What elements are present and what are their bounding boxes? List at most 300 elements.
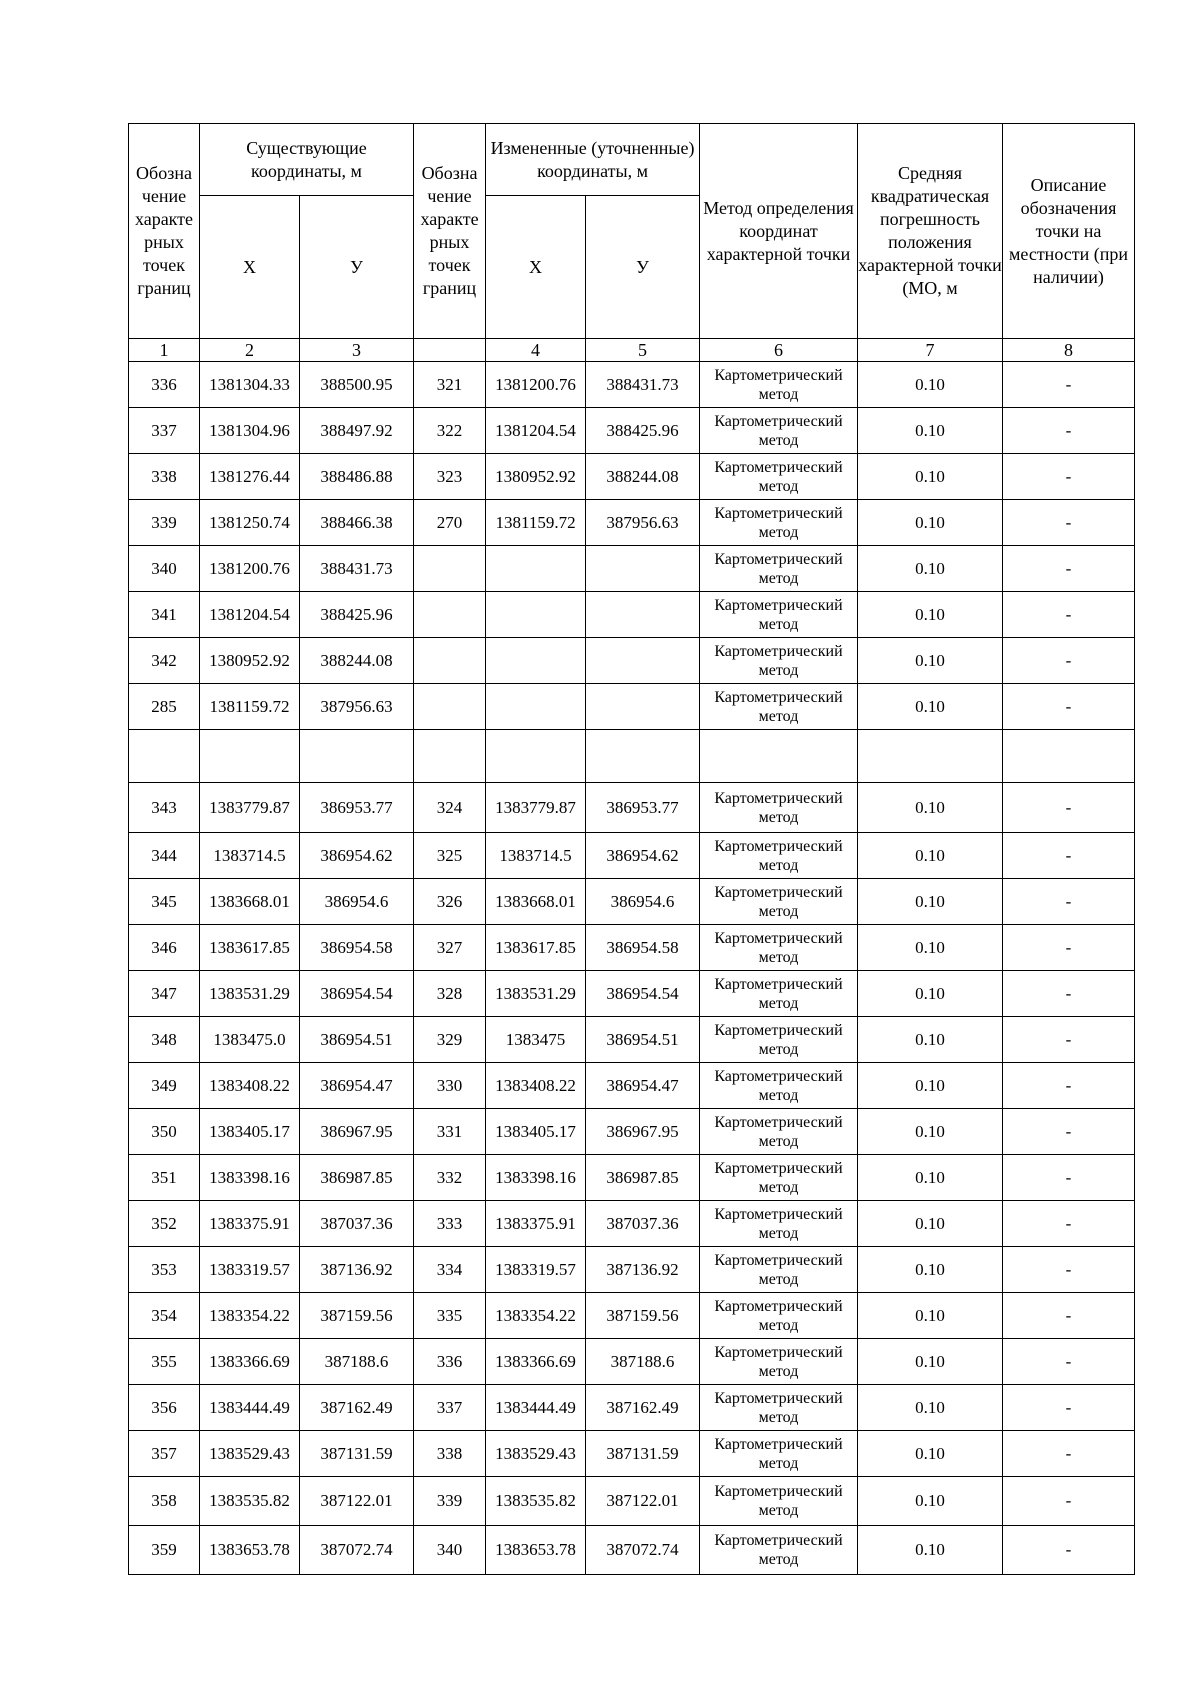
cell-x-changed [486,638,586,684]
cell-error: 0.10 [858,1526,1003,1575]
cell-y: 388497.92 [300,408,414,454]
cell-x-changed: 1383405.17 [486,1109,586,1155]
cell-y: 387188.6 [300,1339,414,1385]
cell-y-changed: 386954.51 [586,1017,700,1063]
cell-point: 340 [129,546,200,592]
cell-y: 388431.73 [300,546,414,592]
cell-error: 0.10 [858,833,1003,879]
cell-x-changed [486,546,586,592]
cell-description: - [1003,408,1135,454]
cell-method [700,1063,858,1109]
method-line-2: метод [758,1362,799,1380]
cell-point: 337 [129,408,200,454]
method-line-2: метод [758,856,799,874]
cell-error: 0.10 [858,684,1003,730]
cell-point-changed [414,684,486,730]
cell-x: 1381200.76 [200,546,300,592]
column-number: 6 [700,339,858,362]
coordinates-table [128,123,1135,1575]
cell-description: - [1003,879,1135,925]
cell-method [700,833,858,879]
method-line-1: Картометрический [714,1159,843,1177]
column-number: 8 [1003,339,1135,362]
cell-y [300,730,414,783]
method-line-2: метод [758,948,799,966]
cell-error: 0.10 [858,1063,1003,1109]
column-number: 3 [300,339,414,362]
cell-method [700,1526,858,1575]
cell-x: 1381250.74 [200,500,300,546]
cell-x-changed [486,592,586,638]
method-line-2: метод [758,431,799,449]
cell-y-changed: 387072.74 [586,1526,700,1575]
cell-x: 1383714.5 [200,833,300,879]
cell-point-changed: 334 [414,1247,486,1293]
cell-point-changed [414,546,486,592]
cell-error: 0.10 [858,1109,1003,1155]
table-row [129,408,1135,454]
method-line-2: метод [758,808,799,826]
cell-y: 388486.88 [300,454,414,500]
cell-point: 343 [129,783,200,833]
method-line-1: Картометрический [714,1532,843,1549]
table-row [129,454,1135,500]
header-point-designation-changed: Обозна чение характе рных точек границ [414,124,486,339]
cell-point: 345 [129,879,200,925]
cell-method [700,1385,858,1431]
cell-y-changed: 387188.6 [586,1339,700,1385]
cell-description: - [1003,638,1135,684]
cell-x: 1383375.91 [200,1201,300,1247]
cell-y: 386954.51 [300,1017,414,1063]
cell-method [700,1109,858,1155]
cell-method [700,1293,858,1339]
table-row [129,1477,1135,1526]
cell-y-changed: 386954.62 [586,833,700,879]
method-line-2: метод [758,1086,799,1104]
cell-x-changed: 1383408.22 [486,1063,586,1109]
cell-x: 1383668.01 [200,879,300,925]
cell-point-changed: 339 [414,1477,486,1526]
cell-point: 341 [129,592,200,638]
cell-description: - [1003,1155,1135,1201]
cell-x-changed: 1383653.78 [486,1526,586,1575]
cell-x: 1383617.85 [200,925,300,971]
cell-y: 387131.59 [300,1431,414,1477]
cell-x-changed: 1381159.72 [486,500,586,546]
method-line-2: метод [758,477,799,495]
cell-method [700,925,858,971]
cell-y-changed [586,546,700,592]
cell-method [700,1431,858,1477]
method-line-1: Картометрический [714,975,843,993]
cell-error: 0.10 [858,1477,1003,1526]
cell-point: 353 [129,1247,200,1293]
cell-y: 386967.95 [300,1109,414,1155]
cell-error: 0.10 [858,971,1003,1017]
table-row [129,730,1135,783]
table-row [129,592,1135,638]
method-line-1: Картометрический [714,412,843,430]
cell-point-changed: 335 [414,1293,486,1339]
cell-x-changed: 1381204.54 [486,408,586,454]
method-line-2: метод [758,1224,799,1242]
cell-x: 1383405.17 [200,1109,300,1155]
cell-x: 1381304.96 [200,408,300,454]
method-line-1: Картометрический [714,883,843,901]
table-row [129,879,1135,925]
method-line-1: Картометрический [714,458,843,476]
cell-description: - [1003,1526,1135,1575]
cell-x: 1383408.22 [200,1063,300,1109]
table-row [129,638,1135,684]
cell-point: 342 [129,638,200,684]
cell-point-changed: 270 [414,500,486,546]
table-row [129,500,1135,546]
header-y-existing: У [300,196,414,339]
cell-point [129,730,200,783]
cell-x-changed: 1383531.29 [486,971,586,1017]
table-row [129,783,1135,833]
cell-description: - [1003,362,1135,408]
cell-description: - [1003,1017,1135,1063]
cell-method [700,730,858,783]
cell-point: 285 [129,684,200,730]
method-line-2: метод [758,1178,799,1196]
cell-method [700,1477,858,1526]
cell-error: 0.10 [858,1339,1003,1385]
cell-point-changed: 327 [414,925,486,971]
cell-x-changed: 1383668.01 [486,879,586,925]
cell-y-changed: 387122.01 [586,1477,700,1526]
column-number: 2 [200,339,300,362]
cell-point: 359 [129,1526,200,1575]
cell-y: 388500.95 [300,362,414,408]
cell-error: 0.10 [858,1201,1003,1247]
table-row [129,1339,1135,1385]
cell-error: 0.10 [858,1247,1003,1293]
cell-error: 0.10 [858,1155,1003,1201]
cell-y-changed: 388244.08 [586,454,700,500]
cell-description: - [1003,1431,1135,1477]
cell-point: 358 [129,1477,200,1526]
cell-description: - [1003,1247,1135,1293]
column-number: 7 [858,339,1003,362]
cell-y-changed: 386954.54 [586,971,700,1017]
header-changed-coordinates: Измененные (уточненные) координаты, м [486,124,700,196]
method-line-1: Картометрический [714,929,843,947]
table-row [129,1431,1135,1477]
cell-point: 349 [129,1063,200,1109]
cell-description [1003,730,1135,783]
cell-y-changed: 387131.59 [586,1431,700,1477]
table-row [129,833,1135,879]
cell-y: 386954.58 [300,925,414,971]
cell-error: 0.10 [858,362,1003,408]
table-row [129,1017,1135,1063]
method-line-2: метод [758,1502,799,1519]
cell-y-changed: 388431.73 [586,362,700,408]
method-line-2: метод [758,1040,799,1058]
cell-x-changed: 1383535.82 [486,1477,586,1526]
method-line-1: Картометрический [714,1251,843,1269]
cell-y-changed: 386954.6 [586,879,700,925]
table-row [129,1109,1135,1155]
cell-point-changed [414,730,486,783]
cell-y-changed: 388425.96 [586,408,700,454]
table-row [129,1063,1135,1109]
method-line-1: Картометрический [714,1389,843,1407]
cell-description: - [1003,1109,1135,1155]
cell-x-changed: 1383714.5 [486,833,586,879]
cell-y-changed: 387159.56 [586,1293,700,1339]
table-row [129,971,1135,1017]
cell-point-changed: 331 [414,1109,486,1155]
method-line-1: Картометрический [714,504,843,522]
cell-x: 1383354.22 [200,1293,300,1339]
header-method: Метод определения координат характерной точки [700,124,858,339]
cell-x-changed: 1381200.76 [486,362,586,408]
cell-y-changed: 386967.95 [586,1109,700,1155]
cell-x: 1383531.29 [200,971,300,1017]
cell-x-changed: 1383529.43 [486,1431,586,1477]
cell-x: 1381159.72 [200,684,300,730]
cell-point-changed: 321 [414,362,486,408]
cell-point-changed [414,638,486,684]
cell-method [700,362,858,408]
cell-description: - [1003,1201,1135,1247]
cell-point: 354 [129,1293,200,1339]
cell-y: 386954.47 [300,1063,414,1109]
cell-description: - [1003,454,1135,500]
cell-error: 0.10 [858,408,1003,454]
cell-x: 1383475.0 [200,1017,300,1063]
method-line-1: Картометрический [714,1021,843,1039]
table-row [129,925,1135,971]
cell-x [200,730,300,783]
cell-point-changed: 328 [414,971,486,1017]
column-number: 1 [129,339,200,362]
cell-method [700,500,858,546]
method-line-1: Картометрический [714,642,843,660]
method-line-1: Картометрический [714,1297,843,1315]
cell-method [700,408,858,454]
cell-y-changed: 387136.92 [586,1247,700,1293]
cell-x-changed: 1383398.16 [486,1155,586,1201]
cell-y: 388466.38 [300,500,414,546]
method-line-1: Картометрический [714,550,843,568]
table-row [129,362,1135,408]
table-row [129,1155,1135,1201]
cell-point: 352 [129,1201,200,1247]
cell-point: 356 [129,1385,200,1431]
cell-error: 0.10 [858,454,1003,500]
cell-point-changed: 337 [414,1385,486,1431]
cell-y-changed [586,730,700,783]
cell-point: 348 [129,1017,200,1063]
cell-point: 355 [129,1339,200,1385]
cell-y: 386954.62 [300,833,414,879]
cell-x: 1381276.44 [200,454,300,500]
method-line-1: Картометрический [714,1113,843,1131]
cell-point: 351 [129,1155,200,1201]
cell-y-changed: 386954.58 [586,925,700,971]
cell-method [700,546,858,592]
cell-y: 387037.36 [300,1201,414,1247]
cell-y: 386954.6 [300,879,414,925]
cell-point-changed: 333 [414,1201,486,1247]
cell-method [700,1339,858,1385]
cell-y-changed: 386953.77 [586,783,700,833]
cell-method [700,454,858,500]
cell-method [700,879,858,925]
method-line-2: метод [758,902,799,920]
cell-y: 386953.77 [300,783,414,833]
cell-error: 0.10 [858,638,1003,684]
method-line-2: метод [758,1132,799,1150]
cell-point-changed: 329 [414,1017,486,1063]
method-line-2: метод [758,385,799,403]
cell-description: - [1003,1385,1135,1431]
method-line-2: метод [758,569,799,587]
header-y-changed: У [586,196,700,339]
cell-error: 0.10 [858,783,1003,833]
cell-y-changed [586,684,700,730]
cell-point-changed: 324 [414,783,486,833]
cell-error: 0.10 [858,592,1003,638]
cell-y-changed: 387162.49 [586,1385,700,1431]
cell-point: 338 [129,454,200,500]
cell-point-changed: 326 [414,879,486,925]
cell-y-changed: 387956.63 [586,500,700,546]
cell-x-changed: 1383375.91 [486,1201,586,1247]
cell-y-changed [586,592,700,638]
cell-method [700,1017,858,1063]
cell-description: - [1003,500,1135,546]
cell-error: 0.10 [858,879,1003,925]
cell-error: 0.10 [858,1385,1003,1431]
cell-description: - [1003,1063,1135,1109]
table-row [129,1385,1135,1431]
method-line-1: Картометрический [714,596,843,614]
cell-y: 387956.63 [300,684,414,730]
method-line-2: метод [758,661,799,679]
header-point-designation: Обозна чение характе рных точек границ [129,124,200,339]
cell-x: 1383319.57 [200,1247,300,1293]
cell-point-changed: 325 [414,833,486,879]
cell-error: 0.10 [858,1017,1003,1063]
table-row [129,1247,1135,1293]
cell-y: 386987.85 [300,1155,414,1201]
method-line-2: метод [758,1316,799,1334]
cell-y-changed: 386954.47 [586,1063,700,1109]
cell-point: 347 [129,971,200,1017]
cell-error: 0.10 [858,925,1003,971]
method-line-1: Картометрический [714,789,843,807]
table-row [129,1201,1135,1247]
cell-y: 387159.56 [300,1293,414,1339]
table-row [129,546,1135,592]
cell-y: 386954.54 [300,971,414,1017]
cell-point-changed: 332 [414,1155,486,1201]
method-line-2: метод [758,1551,799,1568]
cell-description: - [1003,1477,1135,1526]
column-number: 5 [586,339,700,362]
cell-x-changed: 1380952.92 [486,454,586,500]
cell-x-changed: 1383354.22 [486,1293,586,1339]
table-row [129,1526,1135,1575]
cell-method [700,1155,858,1201]
cell-x-changed: 1383617.85 [486,925,586,971]
cell-x: 1383444.49 [200,1385,300,1431]
cell-x-changed: 1383444.49 [486,1385,586,1431]
cell-description: - [1003,925,1135,971]
cell-x: 1381204.54 [200,592,300,638]
method-line-1: Картометрический [714,1435,843,1453]
cell-y-changed [586,638,700,684]
header-x-existing: Х [200,196,300,339]
cell-description: - [1003,833,1135,879]
cell-y-changed: 386987.85 [586,1155,700,1201]
header-existing-coordinates: Существующие координаты, м [200,124,414,196]
method-line-1: Картометрический [714,1067,843,1085]
cell-method [700,1247,858,1293]
cell-y: 387122.01 [300,1477,414,1526]
cell-y: 388244.08 [300,638,414,684]
cell-y: 388425.96 [300,592,414,638]
cell-error: 0.10 [858,546,1003,592]
method-line-2: метод [758,615,799,633]
cell-point-changed: 338 [414,1431,486,1477]
column-number [414,339,486,362]
header-error: Средняя квадратическая погрешность положения характерной точки (МО, м [858,124,1003,339]
method-line-1: Картометрический [714,1483,843,1500]
cell-x: 1383529.43 [200,1431,300,1477]
cell-x-changed: 1383779.87 [486,783,586,833]
cell-description: - [1003,684,1135,730]
method-line-1: Картометрический [714,688,843,706]
cell-point-changed [414,592,486,638]
cell-y: 387162.49 [300,1385,414,1431]
cell-point: 346 [129,925,200,971]
method-line-2: метод [758,994,799,1012]
cell-point: 344 [129,833,200,879]
cell-description: - [1003,971,1135,1017]
cell-description: - [1003,783,1135,833]
cell-point-changed: 322 [414,408,486,454]
method-line-2: метод [758,523,799,541]
cell-x-changed: 1383319.57 [486,1247,586,1293]
cell-x: 1383653.78 [200,1526,300,1575]
cell-x-changed [486,730,586,783]
cell-error: 0.10 [858,500,1003,546]
cell-x-changed: 1383475 [486,1017,586,1063]
cell-method [700,592,858,638]
method-line-1: Картометрический [714,1205,843,1223]
cell-y-changed: 387037.36 [586,1201,700,1247]
cell-y: 387136.92 [300,1247,414,1293]
cell-x-changed: 1383366.69 [486,1339,586,1385]
cell-method [700,971,858,1017]
method-line-2: метод [758,1408,799,1426]
header-description: Описание обозначения точки на местности (при наличии) [1003,124,1135,339]
method-line-1: Картометрический [714,366,843,384]
cell-y: 387072.74 [300,1526,414,1575]
cell-description: - [1003,546,1135,592]
cell-x: 1383535.82 [200,1477,300,1526]
column-number: 4 [486,339,586,362]
cell-x: 1383366.69 [200,1339,300,1385]
